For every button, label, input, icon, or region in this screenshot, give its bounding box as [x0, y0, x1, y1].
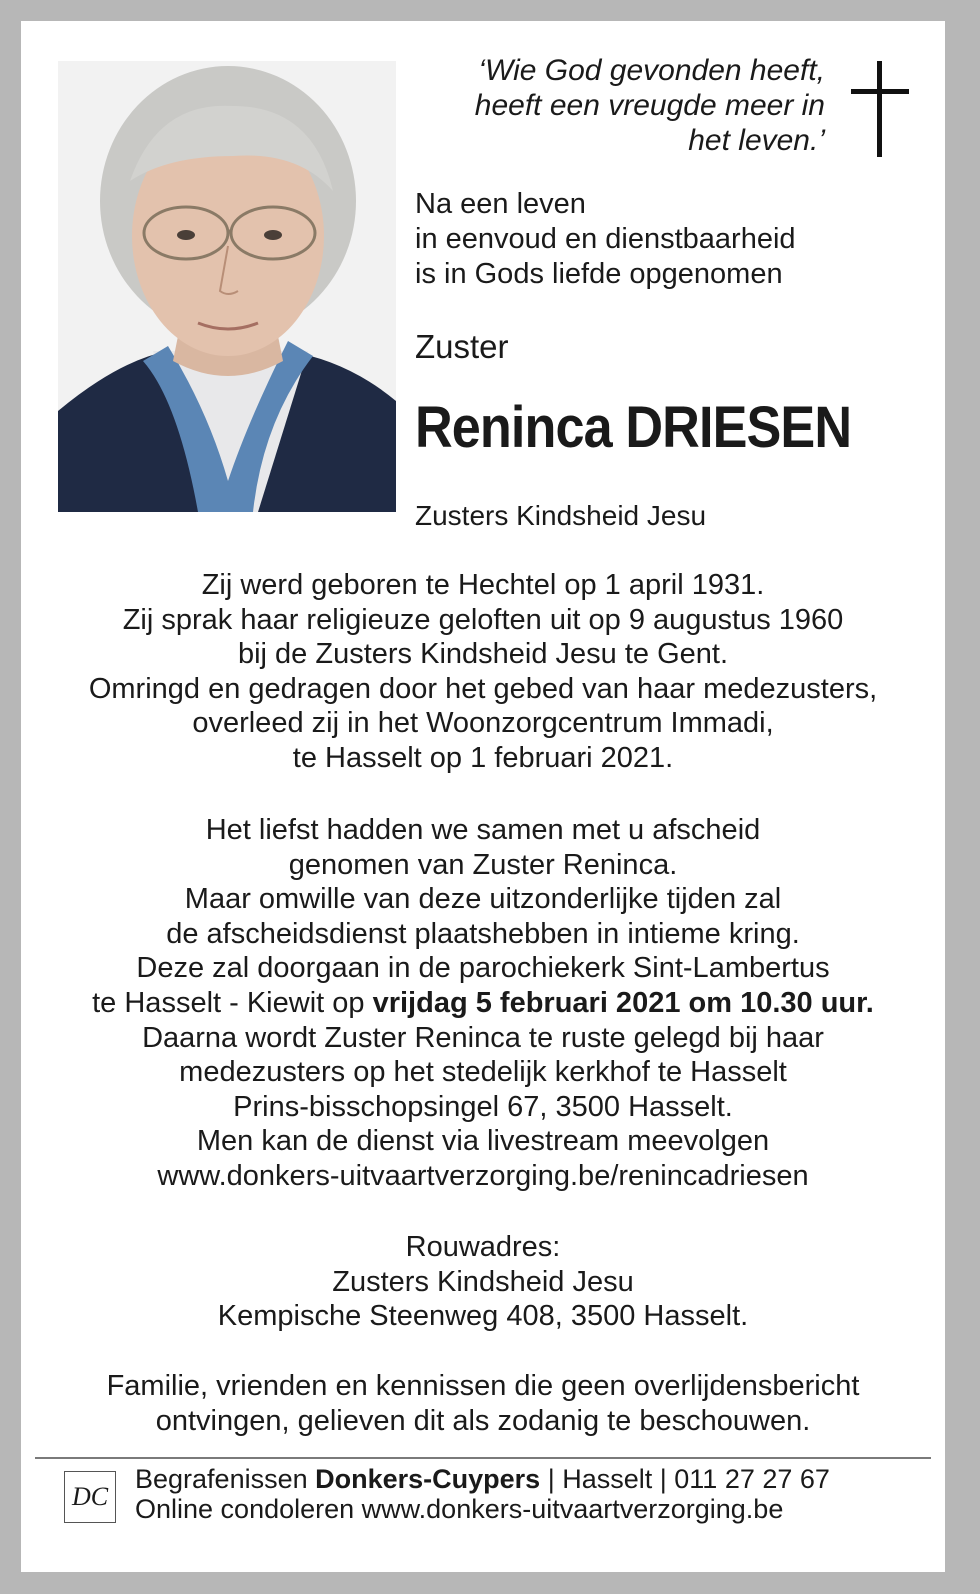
biography [21, 568, 945, 776]
footer-divider [35, 1457, 931, 1459]
ceremony-line: Het liefst hadden we samen met u afscheid [205, 814, 761, 846]
intro-line: in eenvoud en dienstbaarheid [415, 223, 796, 255]
funeral-home-footer [135, 1464, 830, 1524]
closing-line: ontvingen, gelieven dit als zodanig te beschouwen. [155, 1404, 811, 1437]
mourning-address-line: Zusters Kindsheid Jesu [332, 1265, 634, 1298]
obituary-card [21, 21, 945, 1572]
closing-line: Familie, vrienden en kennissen die geen overlijdensbericht [106, 1370, 860, 1402]
mourning-address-line: Kempische Steenweg 408, 3500 Hasselt. [217, 1300, 749, 1333]
quote-line: heeft een vreugde meer in [474, 89, 825, 122]
biography-line: te Hasselt op 1 februari 2021. [292, 741, 674, 774]
ceremony-info [21, 813, 945, 1194]
cross-icon [851, 61, 909, 157]
quote [405, 53, 825, 158]
footer-contact-line [135, 1464, 830, 1494]
ceremony-line: Deze zal doorgaan in de parochiekerk Sint-Lambertus [136, 952, 830, 985]
deceased-name: Reninca DRIESEN [415, 395, 852, 460]
biography-line: Zij werd geboren te Hechtel op 1 april 1931. [201, 569, 765, 601]
closing-note [21, 1369, 945, 1438]
ceremony-datetime: vrijdag 5 februari 2021 om 10.30 uur. [372, 986, 874, 1019]
intro-line: Na een leven [415, 188, 586, 220]
intro-text [415, 187, 796, 292]
quote-line: ‘Wie God gevonden heeft, [478, 54, 825, 87]
footer-prefix: Begrafenissen [135, 1464, 316, 1494]
biography-line: bij de Zusters Kindsheid Jesu te Gent. [237, 638, 729, 671]
footer-city-phone: | Hasselt | 011 27 27 67 [540, 1464, 830, 1494]
ceremony-line: de afscheidsdienst plaatshebben in intieme kring. [166, 917, 800, 950]
ceremony-line: medezusters op het stedelijk kerkhof te Hasselt [179, 1056, 787, 1089]
biography-line: overleed zij in het Woonzorgcentrum Immadi, [192, 707, 774, 740]
congregation: Zusters Kindsheid Jesu [415, 500, 707, 531]
footer-company: Donkers-Cuypers [315, 1464, 541, 1494]
quote-line: het leven.’ [688, 124, 825, 157]
ceremony-datetime-line [21, 986, 945, 1021]
biography-line: Zij sprak haar religieuze geloften uit op 9 augustus 1960 [122, 603, 844, 636]
portrait-photo [58, 61, 396, 512]
ceremony-line: Daarna wordt Zuster Reninca te ruste gelegd bij haar [142, 1021, 824, 1054]
ceremony-line: Maar omwille van deze uitzonderlijke tijden zal [184, 883, 782, 916]
funeral-home-logo: DC [64, 1471, 116, 1523]
ceremony-line: Men kan de dienst via livestream meevolgen [196, 1125, 770, 1158]
portrait-illustration [58, 61, 396, 512]
livestream-link[interactable]: www.donkers-uitvaartverzorging.be/renincadriesen [157, 1159, 809, 1192]
biography-line: Omringd en gedragen door het gebed van haar medezusters, [88, 672, 878, 705]
mourning-address [21, 1230, 945, 1334]
honorific-title: Zuster [415, 328, 509, 365]
intro-line: is in Gods liefde opgenomen [415, 258, 783, 290]
ceremony-line: genomen van Zuster Reninca. [288, 848, 678, 881]
ceremony-line: Prins-bisschopsingel 67, 3500 Hasselt. [233, 1090, 733, 1123]
footer-online-condolences[interactable]: Online condoleren www.donkers-uitvaartverzorging.be [135, 1494, 784, 1524]
ceremony-location-prefix: te Hasselt - Kiewit op [92, 986, 373, 1019]
mourning-address-line: Rouwadres: [405, 1231, 561, 1263]
